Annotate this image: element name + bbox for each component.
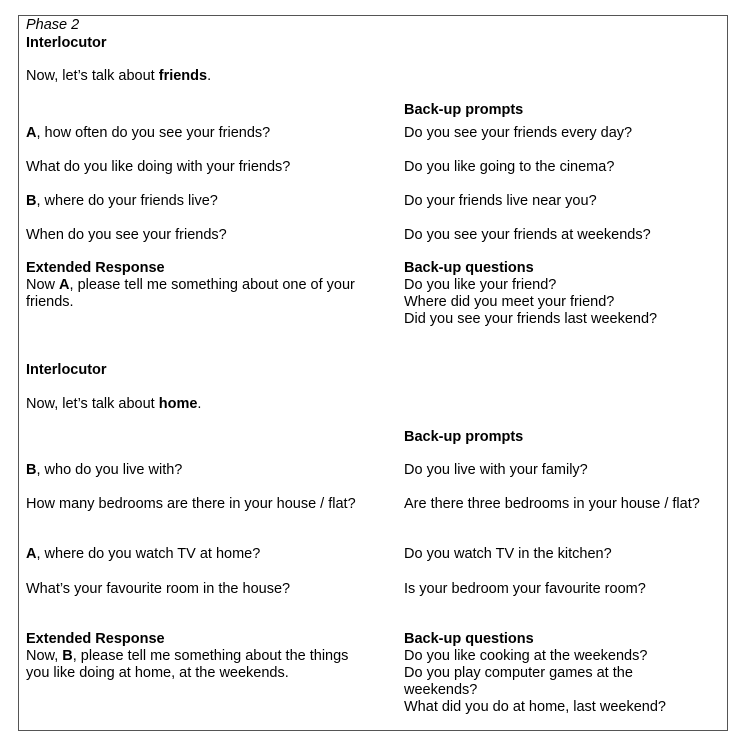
friends-extended-text [26,277,356,311]
home-questions-heading: Back-up questions [404,631,534,647]
home-backup-question-3: What did you do at home, last weekend? [404,699,666,715]
friends-prompt-4: Do you see your friends at weekends? [404,227,651,243]
friends-prompt-1: Do you see your friends every day? [404,125,633,141]
home-prompts-heading: Back-up prompts [404,429,524,445]
home-question-4: What’s your favourite room in the house? [26,581,291,597]
friends-questions-heading: Back-up questions [404,260,534,276]
home-intro-prefix: Now, let’s talk about [26,396,159,412]
home-question-1 [26,462,182,479]
home-extended-candidate: B [62,648,73,664]
friends-q1-text: , how often do you see your friends? [36,125,271,141]
home-extended-heading: Extended Response [26,631,165,647]
friends-prompts-heading: Back-up prompts [404,102,524,118]
home-intro [26,396,201,413]
home-extended-text [26,648,361,682]
home-extended-prefix: Now, [26,648,63,664]
home-prompt-1: Do you live with your family? [404,462,588,478]
friends-q3-candidate: B [26,193,37,209]
home-q3-candidate: A [26,546,37,562]
friends-prompt-3: Do your friends live near you? [404,193,597,209]
friends-q3-text: , where do your friends live? [36,193,218,209]
home-interlocutor-label: Interlocutor [26,362,107,378]
phase-label: Phase 2 [26,17,80,33]
friends-extended-candidate: A [59,277,70,293]
friends-question-1 [26,125,270,142]
home-question-3 [26,546,260,563]
friends-interlocutor-label: Interlocutor [26,35,107,51]
friends-question-4: When do you see your friends? [26,227,227,243]
friends-backup-question-1: Do you like your friend? [404,277,557,293]
home-prompt-2: Are there three bedrooms in your house / flat? [404,496,700,512]
home-backup-question-2: Do you play computer games at the weekends? [404,665,633,698]
home-q1-candidate: B [26,462,37,478]
home-intro-suffix: . [197,396,202,412]
friends-backup-question-2: Where did you meet your friend? [404,294,615,310]
home-intro-topic: home [158,396,198,412]
home-question-2: How many bedrooms are there in your house / flat? [26,496,356,512]
home-extended-body: , please tell me something about the things you like doing at home, at the weekends. [26,648,349,681]
friends-intro-prefix: Now, let’s talk about [26,68,159,84]
friends-extended-prefix: Now [26,277,60,293]
friends-intro-topic: friends [158,68,208,84]
home-prompt-4: Is your bedroom your favourite room? [404,581,646,597]
friends-backup-question-3: Did you see your friends last weekend? [404,311,658,327]
home-q1-text: , who do you live with? [36,462,183,478]
friends-q1-candidate: A [26,125,37,141]
friends-extended-body: , please tell me something about one of your friends. [26,277,355,310]
friends-extended-heading: Extended Response [26,260,165,276]
friends-question-3 [26,193,218,210]
friends-question-2: What do you like doing with your friends? [26,159,291,175]
home-q3-text: , where do you watch TV at home? [36,546,261,562]
friends-intro [26,68,211,85]
page-border [18,15,728,731]
home-prompt-3: Do you watch TV in the kitchen? [404,546,612,562]
home-backup-question-1: Do you like cooking at the weekends? [404,648,648,664]
friends-prompt-2: Do you like going to the cinema? [404,159,615,175]
friends-intro-suffix: . [207,68,212,84]
